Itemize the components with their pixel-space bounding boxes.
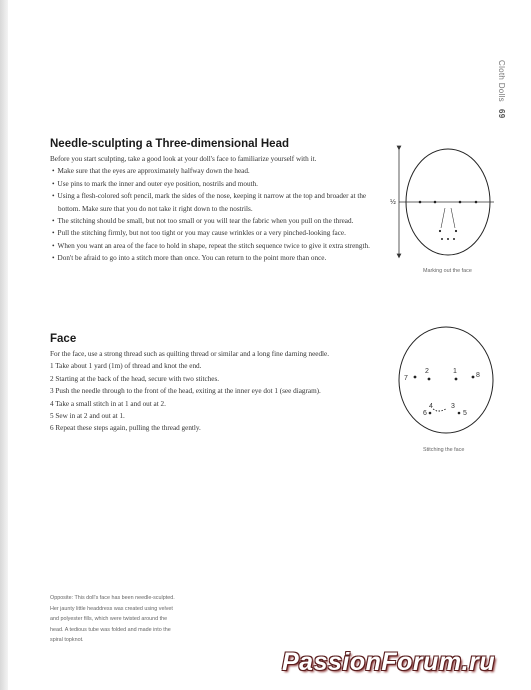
stitch-points	[414, 376, 475, 415]
section-heading-face: Face	[50, 333, 77, 345]
face-intro: For the face, use a strong thread such as quilting thread or similar and a long fine darning needle.	[50, 350, 330, 358]
point-label: 8	[476, 372, 480, 379]
point-label: 2	[425, 368, 429, 375]
point-label: 4	[429, 403, 433, 410]
point-label: 7	[404, 375, 408, 382]
face-body	[50, 348, 380, 435]
point-label: 3	[451, 403, 455, 410]
bullet-item: • The stitching should be small, but not too small or you will tear the fabric when you pull on the thread.	[50, 215, 380, 227]
mouth-dots	[439, 230, 457, 240]
sculpting-body	[50, 153, 380, 265]
step-item: 3 Push the needle through to the front of the head, exiting at the inner eye dot 1 (see diagram).	[50, 387, 321, 396]
figure-caption-marking: Marking out the face	[423, 268, 472, 274]
step-item: 1 Take about 1 yard (1m) of thread and knot the end.	[50, 362, 202, 371]
page-number: 69	[497, 108, 506, 119]
step-item: 2 Starting at the back of the head, secure with two stitches.	[50, 374, 220, 383]
figure-caption-stitching: Stitching the face	[423, 447, 465, 453]
bullet-item: • Make sure that the eyes are approximately halfway down the head.	[50, 165, 380, 177]
step-item: 6 Repeat these steps again, pulling the thread gently.	[50, 424, 201, 433]
mouth-stitch	[433, 409, 446, 411]
point-label: 6	[423, 410, 427, 417]
bullet-item: • When you want an area of the face to hold in shape, repeat the stitch sequence twice to give it extra strength.	[50, 240, 380, 252]
photo-caption-opposite: Opposite: This doll's face has been needle-sculpted. Her jaunty little headdress was created using velvet and polyester fills, which were twisted around the head. A tedious tube was folded and made into the spiral topknot.	[50, 595, 175, 644]
half-mark-label: ½	[390, 199, 396, 206]
bullet-item: • Use pins to mark the inner and outer eye position, nostrils and mouth.	[50, 178, 380, 190]
step-item: 5 Sew in at 2 and out at 1.	[50, 412, 125, 421]
page-spine-shadow	[0, 0, 8, 690]
bullet-item: • Pull the stitching firmly, but not too tight or you may cause wrinkles or a very pinched-looking face.	[50, 227, 380, 239]
face-marking-diagram	[390, 138, 500, 288]
head-outline	[399, 327, 493, 433]
bullet-item: • Using a flesh-colored soft pencil, mark the sides of the nose, keeping it narrow at the top and broader at the bottom. Make sure that you do not take it right down to the nostrils.	[50, 190, 380, 215]
section-heading-sculpting: Needle-sculpting a Three-dimensional Head	[50, 138, 289, 150]
point-label: 5	[463, 410, 467, 417]
point-label: 1	[453, 368, 457, 375]
running-head-title: Cloth Dolls	[497, 60, 506, 102]
running-head	[497, 60, 506, 118]
sculpting-intro: Before you start sculpting, take a good look at your doll's face to familiarize yourself with it.	[50, 155, 317, 163]
step-item: 4 Take a small stitch in at 1 and out at 2.	[50, 399, 166, 408]
bullet-item: • Don't be afraid to go into a stitch more than once. You can return to the point more than once.	[50, 252, 380, 264]
nose-guide	[441, 208, 455, 228]
site-watermark: PassionForum.ru	[282, 648, 496, 676]
face-stitching-diagram	[393, 325, 499, 465]
